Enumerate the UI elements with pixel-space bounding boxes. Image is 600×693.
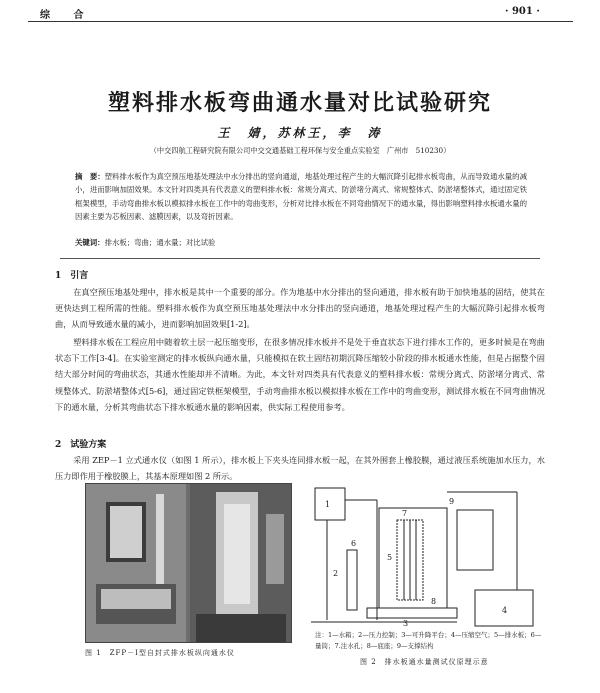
- schematic-label-7: 7: [402, 509, 408, 518]
- method-paragraph-1-text: 采用 ZEP－1 立式通水仪（如图 1 所示），排水板上下夹头连同排水板一起，在其外围套上橡胶膜，通过液压系统施加水压力，水压力即作用于橡胶膜上，其基本原理如图 2 所示。: [55, 455, 545, 482]
- paper-title: 塑料排水板弯曲通水量对比试验研究: [107, 90, 492, 116]
- section-heading-intro: 1 引言: [55, 271, 89, 281]
- schematic-label-2: 2: [333, 569, 339, 578]
- keywords-text: 排水板；弯曲；通水量；对比试验: [104, 238, 216, 247]
- schematic-label-3: 3: [403, 619, 409, 628]
- abstract: [75, 170, 527, 223]
- schematic-label-5: 5: [387, 553, 393, 562]
- figure-2-caption: 图 2 排水板通水量测试仪原理示意: [360, 658, 489, 666]
- figure-2-note: 注：1—水箱；2—压力控制；3—可升降平台；4—压缩空气；5—排水板；6—量筒；7.注水孔；8—底座；9—支撑结构: [315, 631, 542, 650]
- schematic-label-6: 6: [351, 539, 357, 548]
- keywords: [75, 237, 527, 248]
- abstract-divider: [60, 258, 540, 259]
- running-header-section: 综 合: [40, 10, 94, 21]
- figure-1-photo-art: [86, 484, 291, 642]
- figure-1-photo: [85, 483, 292, 643]
- abstract-text: 塑料排水板作为真空预压地基处理法中水分排出的竖向通道，地基处理过程产生的大幅沉降引起排水板弯曲，从而导致通水量的减小，进而影响加固效果。本文针对四类具有代表意义的塑料排水板：常规分离式、防淤堵分离式、常规整体式、防淤堵整体式，通过固定铁框架模型，手动弯曲排水板以模拟排水板在工作中的弯曲变形，分析对比排水板在不同弯曲情况下的通水量，得出影响塑料排水板通水量的因素主要为芯板因素、滤膜因素，以及弯折因素。: [75, 172, 527, 221]
- keywords-label: 关键词：: [75, 238, 105, 247]
- intro-paragraph-1: [55, 284, 545, 333]
- affiliation: （中交四航工程研究院有限公司中交交通基础工程环保与安全重点实验室 广州市 510230）: [149, 146, 451, 155]
- abstract-label: 摘 要：: [75, 172, 105, 181]
- figure-1-caption: 图 1 ZFP－Ⅰ型自封式排水板纵向通水仪: [85, 649, 235, 657]
- schematic-label-1: 1: [325, 500, 331, 509]
- header-rule: [28, 21, 573, 22]
- intro-paragraph-1-text: 在真空预压地基处理中，排水板是其中一个重要的部分。作为地基中水分排出的竖向通道，排水板有助于加快地基的固结，使其在更快达到工程所需的性能。塑料排水板作为真空预压地基处理法中水分排出的竖向通道，地基处理过程产生的大幅沉降引起排水板弯曲，从而导致通水量的减小，进而影响加固效果[1-2]。: [55, 287, 545, 330]
- authors: 王 婧，苏林王，李 涛: [217, 126, 383, 140]
- intro-paragraph-2-text: 塑料排水板在工程应用中随着软土层一起压缩变形，在很多情况排水板并不是处于垂直状态下进行排水工作的，更多时候是在弯曲状态下工作[3-4]。在实验室测定的排水板纵向通水量，只能模拟在软土固结初期沉降压缩较小阶段的排水板通水性能，但是占据整个固结大部分时间的弯曲状态，其通水性能却并不清晰。为此，本文针对四类具有代表意义的塑料排水板：常规分离式、防淤堵分离式、常规整体式、防淤堵整体式[5-6]，通过固定铁框架模型，手动弯曲排水板以模拟排水板在工作中的弯曲变形，测试排水板在不同弯曲情况下的通水量，分析其弯曲状态下排水板通水量的影响因素，供实际工程使用参考。: [55, 337, 545, 412]
- schematic-label-8: 8: [431, 597, 437, 606]
- schematic-label-9: 9: [449, 497, 455, 506]
- figure-2-schematic: [307, 480, 543, 630]
- intro-paragraph-2: [55, 334, 545, 415]
- figure-2-schematic-art: [307, 480, 543, 630]
- section-heading-method: 2 试验方案: [55, 440, 107, 450]
- schematic-label-4: 4: [502, 606, 508, 615]
- page-number: · 901 ·: [505, 6, 540, 17]
